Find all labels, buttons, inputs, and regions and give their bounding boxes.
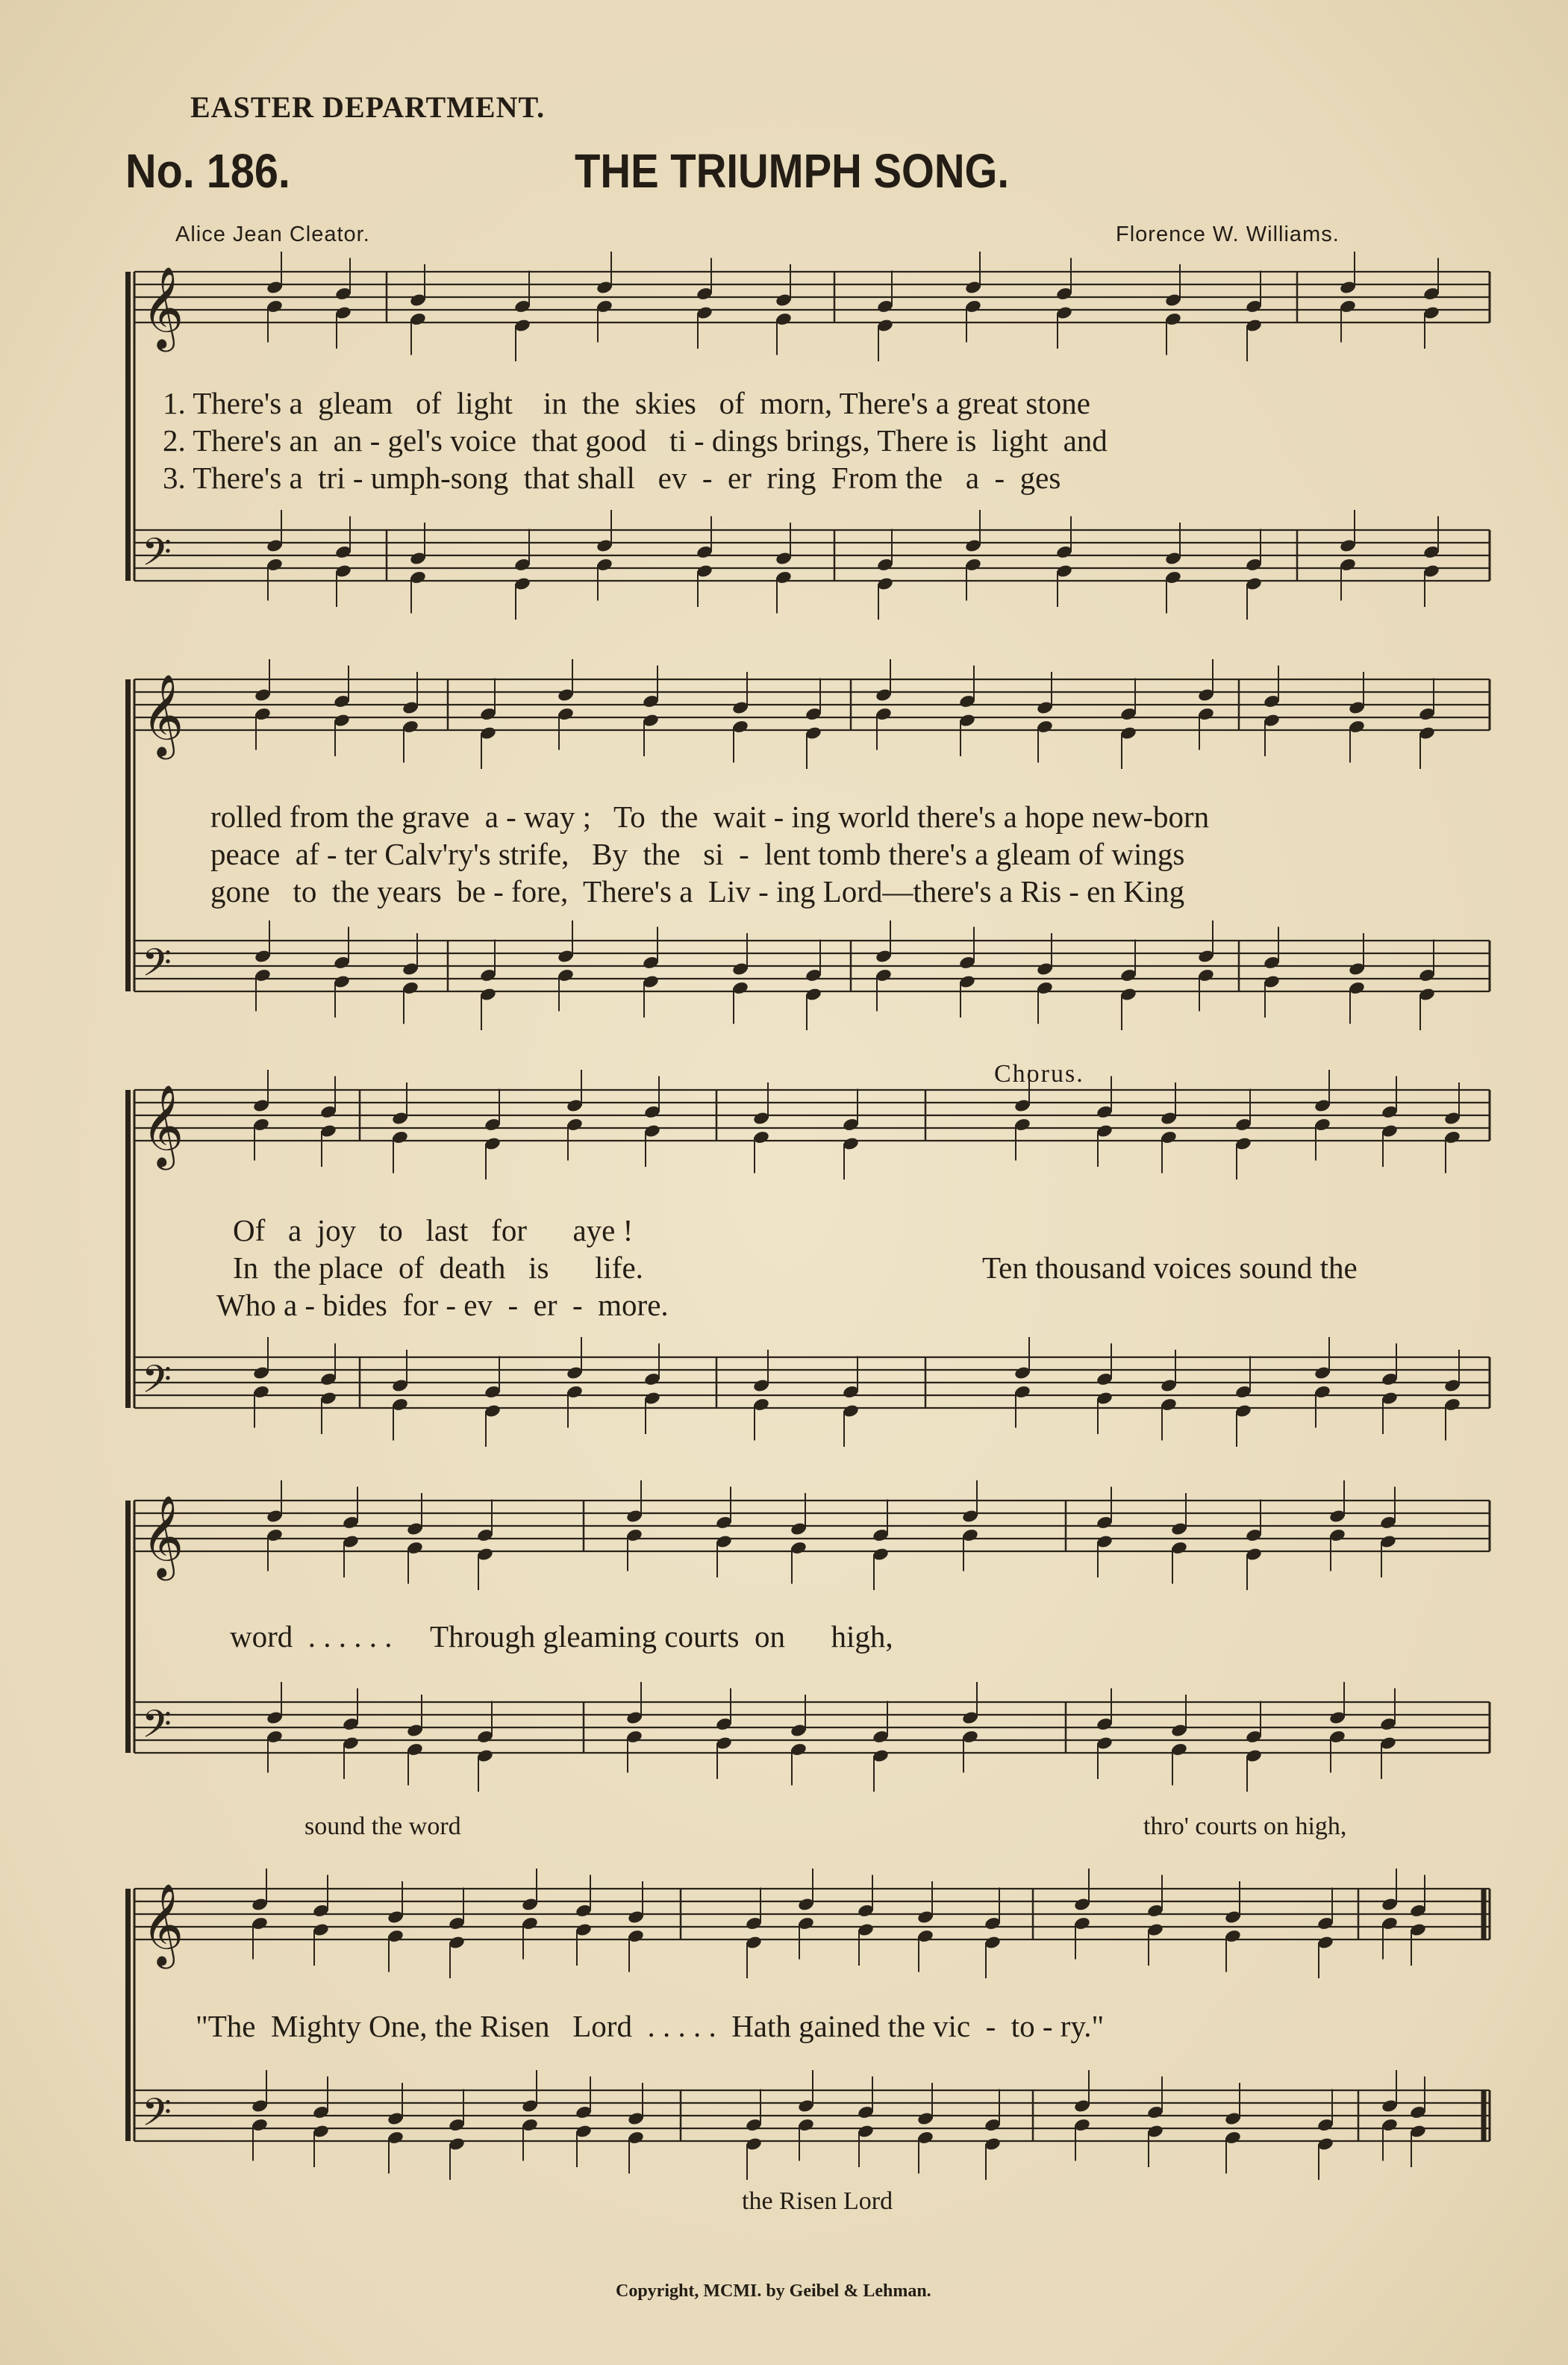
verse-3-line-1: 3. There's a tri - umph-song that shall ev - er ring From the a - ges: [163, 461, 1061, 495]
system-4-bass-clef-icon: 𝄢: [142, 1701, 172, 1756]
system-5-treble-clef-icon: 𝄞: [142, 1883, 184, 1966]
system-2-brace: [125, 679, 131, 991]
system-1-bass-clef-icon: 𝄢: [142, 529, 172, 584]
system-2-bass-clef-icon: 𝄢: [142, 940, 172, 994]
bass-text-1: sound the word: [304, 1813, 461, 1840]
verse-3-line-3: Who a - bides for - ev - er - more.: [216, 1288, 669, 1322]
lyricist-credit: Alice Jean Cleator.: [175, 222, 370, 246]
verse-1-line-2: rolled from the grave a - way ; To the wait - ing world there's a hope new-born: [210, 800, 1210, 834]
copyright-notice: Copyright, MCMI. by Geibel & Lehman.: [616, 2281, 931, 2301]
system-4-treble-clef-icon: 𝄞: [142, 1495, 184, 1577]
verse-1-line-3: Of a joy to last for aye !: [233, 1213, 634, 1247]
chorus-text-1: Ten thousand voices sound the: [982, 1250, 1358, 1285]
system-2-treble-clef-icon: 𝄞: [142, 674, 184, 756]
system-5-bass-clef-icon: 𝄢: [142, 2090, 172, 2144]
system-5-brace: [125, 1889, 131, 2141]
system-4-brace: [125, 1501, 131, 1753]
system-1-brace: [125, 272, 131, 581]
system-3-treble-clef-icon: 𝄞: [142, 1085, 184, 1167]
verse-2-line-2: peace af - ter Calv'ry's strife, By the si - lent tomb there's a gleam of wings: [210, 837, 1185, 871]
system-1-treble-clef-icon: 𝄞: [142, 267, 184, 349]
system-3-bass-clef-icon: 𝄢: [142, 1356, 172, 1411]
hymn-number: No. 186.: [125, 144, 290, 198]
verse-1-line-1: 1. There's a gleam of light in the skies of morn, There's a great stone: [163, 386, 1090, 420]
verse-3-line-2: gone to the years be - fore, There's a Liv - ing Lord—there's a Ris - en King: [210, 874, 1185, 909]
chorus-text-2: word . . . . . . Through gleaming courts on high,: [230, 1619, 893, 1654]
department-heading: EASTER DEPARTMENT.: [190, 90, 546, 124]
composer-credit: Florence W. Williams.: [1116, 222, 1340, 246]
bass-text-2: thro' courts on high,: [1143, 1813, 1347, 1840]
bass-text-3: the Risen Lord: [742, 2187, 893, 2215]
verse-2-line-1: 2. There's an an - gel's voice that good ti - dings brings, There is light and: [163, 423, 1108, 458]
chorus-text-3: "The Mighty One, the Risen Lord . . . . . Hath gained the vic - to - ry.": [196, 2009, 1105, 2043]
hymn-title: THE TRIUMPH SONG.: [575, 144, 1009, 198]
system-3-brace: [125, 1090, 131, 1408]
chorus-label: Chorus.: [994, 1060, 1084, 1088]
verse-2-line-3: In the place of death is life.: [233, 1250, 643, 1285]
